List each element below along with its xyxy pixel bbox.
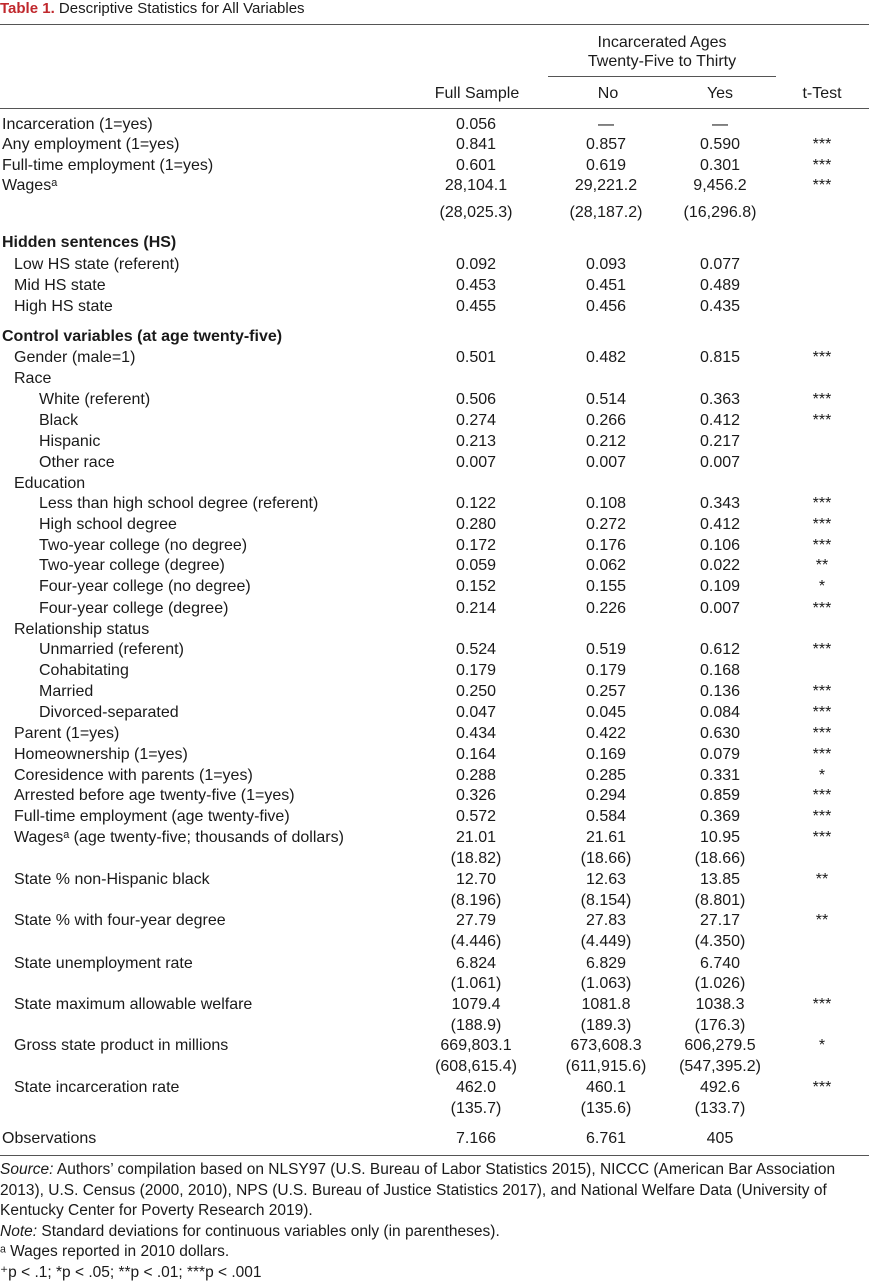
row-label: Gender (male=1) [14, 349, 136, 366]
cell-no: 0.212 [585, 433, 627, 450]
cell-yes: 27.17 [699, 912, 741, 929]
cell-yes: 0.489 [699, 277, 741, 294]
cell-full: 0.250 [455, 683, 497, 700]
cell-full: (28,025.3) [439, 204, 513, 221]
cell-no: 0.514 [585, 391, 627, 408]
table-label: Table 1. [0, 0, 55, 17]
row-label: Black [39, 412, 79, 429]
cell-ttest: *** [812, 829, 832, 846]
cell-no: — [598, 116, 614, 133]
cell-no: 6.829 [585, 955, 627, 972]
cell-yes: 0.109 [699, 578, 741, 595]
table-caption [0, 0, 305, 17]
cell-ttest: *** [812, 641, 832, 658]
cell-full: 21.01 [455, 829, 497, 846]
cell-no: 0.007 [585, 454, 627, 471]
cell-yes: (547,395.2) [679, 1058, 761, 1075]
row-label: Relationship status [14, 621, 150, 638]
cell-yes: 0.077 [699, 256, 741, 273]
cell-no: 0.266 [585, 412, 627, 429]
cell-no: 0.422 [585, 725, 627, 742]
cell-full: 0.056 [455, 116, 497, 133]
cell-ttest: *** [812, 349, 832, 366]
significance-note: ⁺p < .1; *p < .05; **p < .01; ***p < .001 [0, 1263, 262, 1281]
cell-yes: 10.95 [699, 829, 741, 846]
cell-no: 0.257 [585, 683, 627, 700]
cell-full: 0.572 [455, 808, 497, 825]
cell-yes: 13.85 [699, 871, 741, 888]
cell-full: 669,803.1 [440, 1037, 512, 1054]
cell-yes: 606,279.5 [684, 1037, 756, 1054]
cell-ttest: *** [812, 996, 832, 1013]
cell-no: (189.3) [580, 1017, 632, 1034]
cell-full: 0.164 [455, 746, 497, 763]
cell-yes: 0.435 [699, 298, 741, 315]
col-full-sample: Full Sample [434, 85, 520, 102]
row-label: High HS state [14, 298, 113, 315]
cell-yes: 1038.3 [695, 996, 745, 1013]
cell-full: (18.82) [450, 850, 502, 867]
cell-ttest: *** [812, 600, 832, 617]
row-label: Homeownership (1=yes) [14, 746, 188, 763]
row-label: State unemployment rate [14, 955, 193, 972]
cell-yes: 492.6 [699, 1079, 741, 1096]
group-header [548, 33, 776, 71]
cell-yes: (8.801) [694, 892, 746, 909]
cell-full: 0.152 [455, 578, 497, 595]
cell-no: 0.272 [585, 516, 627, 533]
cell-yes: 0.301 [699, 157, 741, 174]
row-label: State incarceration rate [14, 1079, 180, 1096]
cell-no: 0.294 [585, 787, 627, 804]
footnote-wages: ᵃ Wages reported in 2010 dollars. [0, 1243, 230, 1260]
cell-full: (608,615.4) [435, 1058, 517, 1075]
row-label: State % non-Hispanic black [14, 871, 210, 888]
row-label: Full-time employment (age twenty-five) [14, 808, 290, 825]
cell-yes: 0.343 [699, 495, 741, 512]
col-yes: Yes [706, 85, 734, 102]
cell-no: 29,221.2 [574, 177, 638, 194]
row-label: Parent (1=yes) [14, 725, 120, 742]
cell-ttest: *** [812, 725, 832, 742]
cell-yes: 0.022 [699, 557, 741, 574]
cell-full: 0.122 [455, 495, 497, 512]
cell-ttest: *** [812, 1079, 832, 1096]
cell-ttest: ** [815, 871, 829, 888]
cell-ttest: * [818, 578, 826, 595]
col-no: No [597, 85, 619, 102]
cell-full: 1079.4 [451, 996, 501, 1013]
cell-full: (188.9) [450, 1017, 502, 1034]
cell-no: (18.66) [580, 850, 632, 867]
cell-full: (1.061) [450, 975, 502, 992]
cell-ttest: *** [812, 391, 832, 408]
cell-yes: 0.168 [699, 662, 741, 679]
cell-full: 27.79 [455, 912, 497, 929]
cell-yes: (16,296.8) [683, 204, 757, 221]
cell-ttest: *** [812, 177, 832, 194]
cell-no: 460.1 [585, 1079, 627, 1096]
cell-ttest: *** [812, 787, 832, 804]
group-header-line1: Incarcerated Ages [597, 34, 727, 51]
row-label: State % with four-year degree [14, 912, 226, 929]
row-label: Low HS state (referent) [14, 256, 180, 273]
cell-yes: (1.026) [694, 975, 746, 992]
cell-ttest: * [818, 1037, 826, 1054]
cell-yes: — [712, 116, 728, 133]
cell-yes: 0.412 [699, 412, 741, 429]
row-label: Education [14, 475, 86, 492]
cell-yes: (18.66) [694, 850, 746, 867]
cell-no: 0.226 [585, 600, 627, 617]
top-rule [0, 24, 869, 25]
table-title: Descriptive Statistics for All Variables [54, 0, 305, 17]
cell-no: 0.108 [585, 495, 627, 512]
row-label: Wagesᵃ (age twenty-five; thousands of dollars) [14, 829, 344, 846]
cell-no: 0.857 [585, 136, 627, 153]
cell-no: 0.451 [585, 277, 627, 294]
cell-full: 0.059 [455, 557, 497, 574]
cell-no: 0.584 [585, 808, 627, 825]
cell-full: 0.524 [455, 641, 497, 658]
cell-full: 0.007 [455, 454, 497, 471]
cell-no: 0.045 [585, 704, 627, 721]
cell-yes: 0.217 [699, 433, 741, 450]
cell-no: (1.063) [580, 975, 632, 992]
cell-no: 0.093 [585, 256, 627, 273]
cell-yes: 0.331 [699, 767, 741, 784]
row-label: Less than high school degree (referent) [39, 495, 319, 512]
cell-no: 12.63 [585, 871, 627, 888]
cell-full: (4.446) [450, 933, 502, 950]
cell-full: 0.213 [455, 433, 497, 450]
cell-yes: 0.106 [699, 537, 741, 554]
cell-full: 7.166 [455, 1130, 497, 1147]
row-label: Wagesᵃ [2, 177, 58, 194]
cell-full: 462.0 [455, 1079, 497, 1096]
cell-yes: (4.350) [694, 933, 746, 950]
cell-ttest: *** [812, 704, 832, 721]
cell-full: 0.179 [455, 662, 497, 679]
row-label: Divorced-separated [39, 704, 179, 721]
row-label: Unmarried (referent) [39, 641, 184, 658]
header-rule [0, 108, 869, 109]
row-label: Any employment (1=yes) [2, 136, 180, 153]
cell-yes: 0.630 [699, 725, 741, 742]
cell-yes: 0.590 [699, 136, 741, 153]
cell-yes: 0.363 [699, 391, 741, 408]
cell-yes: 0.815 [699, 349, 741, 366]
cell-full: 0.280 [455, 516, 497, 533]
source-note: Source: Authors’ compilation based on NLSY97 (U.S. Bureau of Labor Statistics 2015), NICCC (American Bar Association 2013), U.S. Census (2000, 2010), NPS (U.S. Bureau of Justice Statistics 2017), and National Welfare Data (University of Kentucky Center for Poverty Research 2019). [0, 1161, 836, 1219]
row-label: Full-time employment (1=yes) [2, 157, 214, 174]
cell-ttest: *** [812, 495, 832, 512]
cell-full: 0.841 [455, 136, 497, 153]
cell-yes: 6.740 [699, 955, 741, 972]
row-label: Arrested before age twenty-five (1=yes) [14, 787, 295, 804]
cell-yes: 0.007 [699, 600, 741, 617]
cell-ttest: ** [815, 912, 829, 929]
cell-ttest: *** [812, 136, 832, 153]
cell-yes: 0.079 [699, 746, 741, 763]
cell-yes: (176.3) [694, 1017, 746, 1034]
cell-no: (611,915.6) [565, 1058, 647, 1075]
cell-ttest: *** [812, 537, 832, 554]
cell-full: 0.453 [455, 277, 497, 294]
cell-full: 0.601 [455, 157, 497, 174]
row-label: Hidden sentences (HS) [2, 234, 177, 251]
bottom-rule [0, 1155, 869, 1156]
row-label: Hispanic [39, 433, 101, 450]
cell-yes: (133.7) [694, 1100, 746, 1117]
cell-full: 0.274 [455, 412, 497, 429]
row-label: Gross state product in millions [14, 1037, 229, 1054]
cell-full: 6.824 [455, 955, 497, 972]
row-label: Other race [39, 454, 115, 471]
row-label: Race [14, 370, 52, 387]
cell-full: 0.092 [455, 256, 497, 273]
cell-no: 1081.8 [581, 996, 631, 1013]
cell-yes: 0.612 [699, 641, 741, 658]
row-label: White (referent) [39, 391, 151, 408]
cell-full: 0.172 [455, 537, 497, 554]
row-label: Coresidence with parents (1=yes) [14, 767, 253, 784]
cell-yes: 9,456.2 [693, 177, 747, 194]
cell-yes: 0.859 [699, 787, 741, 804]
cell-no: (28,187.2) [569, 204, 643, 221]
group-rule [548, 76, 776, 77]
cell-yes: 405 [706, 1130, 734, 1147]
cell-full: 0.288 [455, 767, 497, 784]
cell-full: 0.501 [455, 349, 497, 366]
row-label: High school degree [39, 516, 177, 533]
cell-full: 12.70 [455, 871, 497, 888]
cell-full: 0.214 [455, 600, 497, 617]
col-ttest: t-Test [802, 85, 842, 102]
cell-yes: 0.369 [699, 808, 741, 825]
cell-no: 0.482 [585, 349, 627, 366]
cell-no: 0.619 [585, 157, 627, 174]
row-label: Control variables (at age twenty-five) [2, 328, 283, 345]
cell-full: 28,104.1 [444, 177, 508, 194]
row-label: Four-year college (degree) [39, 600, 229, 617]
cell-no: 0.169 [585, 746, 627, 763]
cell-no: (4.449) [580, 933, 632, 950]
cell-yes: 0.084 [699, 704, 741, 721]
cell-no: 0.062 [585, 557, 627, 574]
row-label: Mid HS state [14, 277, 106, 294]
row-label: Four-year college (no degree) [39, 578, 251, 595]
row-label: Observations [2, 1130, 97, 1147]
group-header-line2: Twenty-Five to Thirty [587, 53, 737, 70]
cell-ttest: *** [812, 683, 832, 700]
cell-yes: 0.007 [699, 454, 741, 471]
cell-yes: 0.412 [699, 516, 741, 533]
row-label: Married [39, 683, 94, 700]
cell-no: (8.154) [580, 892, 632, 909]
row-label: Two-year college (no degree) [39, 537, 248, 554]
cell-no: 0.285 [585, 767, 627, 784]
cell-ttest: *** [812, 808, 832, 825]
cell-no: 0.176 [585, 537, 627, 554]
cell-full: (135.7) [450, 1100, 502, 1117]
cell-ttest: ** [815, 557, 829, 574]
row-label: Incarceration (1=yes) [2, 116, 153, 133]
cell-no: 0.519 [585, 641, 627, 658]
cell-ttest: *** [812, 412, 832, 429]
cell-no: (135.6) [580, 1100, 632, 1117]
cell-full: 0.434 [455, 725, 497, 742]
cell-ttest: *** [812, 157, 832, 174]
general-note: Note: Standard deviations for continuous variables only (in parentheses). [0, 1222, 500, 1240]
cell-no: 0.155 [585, 578, 627, 595]
cell-no: 673,608.3 [570, 1037, 642, 1054]
cell-no: 0.179 [585, 662, 627, 679]
cell-full: 0.326 [455, 787, 497, 804]
cell-full: 0.455 [455, 298, 497, 315]
cell-no: 6.761 [585, 1130, 627, 1147]
cell-ttest: *** [812, 516, 832, 533]
table-notes [0, 1160, 866, 1283]
row-label: State maximum allowable welfare [14, 996, 253, 1013]
cell-full: 0.506 [455, 391, 497, 408]
cell-no: 21.61 [585, 829, 627, 846]
row-label: Two-year college (degree) [39, 557, 225, 574]
row-label: Cohabitating [39, 662, 129, 679]
cell-no: 27.83 [585, 912, 627, 929]
cell-full: (8.196) [450, 892, 502, 909]
cell-ttest: *** [812, 746, 832, 763]
cell-ttest: * [818, 767, 826, 784]
cell-full: 0.047 [455, 704, 497, 721]
cell-no: 0.456 [585, 298, 627, 315]
cell-yes: 0.136 [699, 683, 741, 700]
